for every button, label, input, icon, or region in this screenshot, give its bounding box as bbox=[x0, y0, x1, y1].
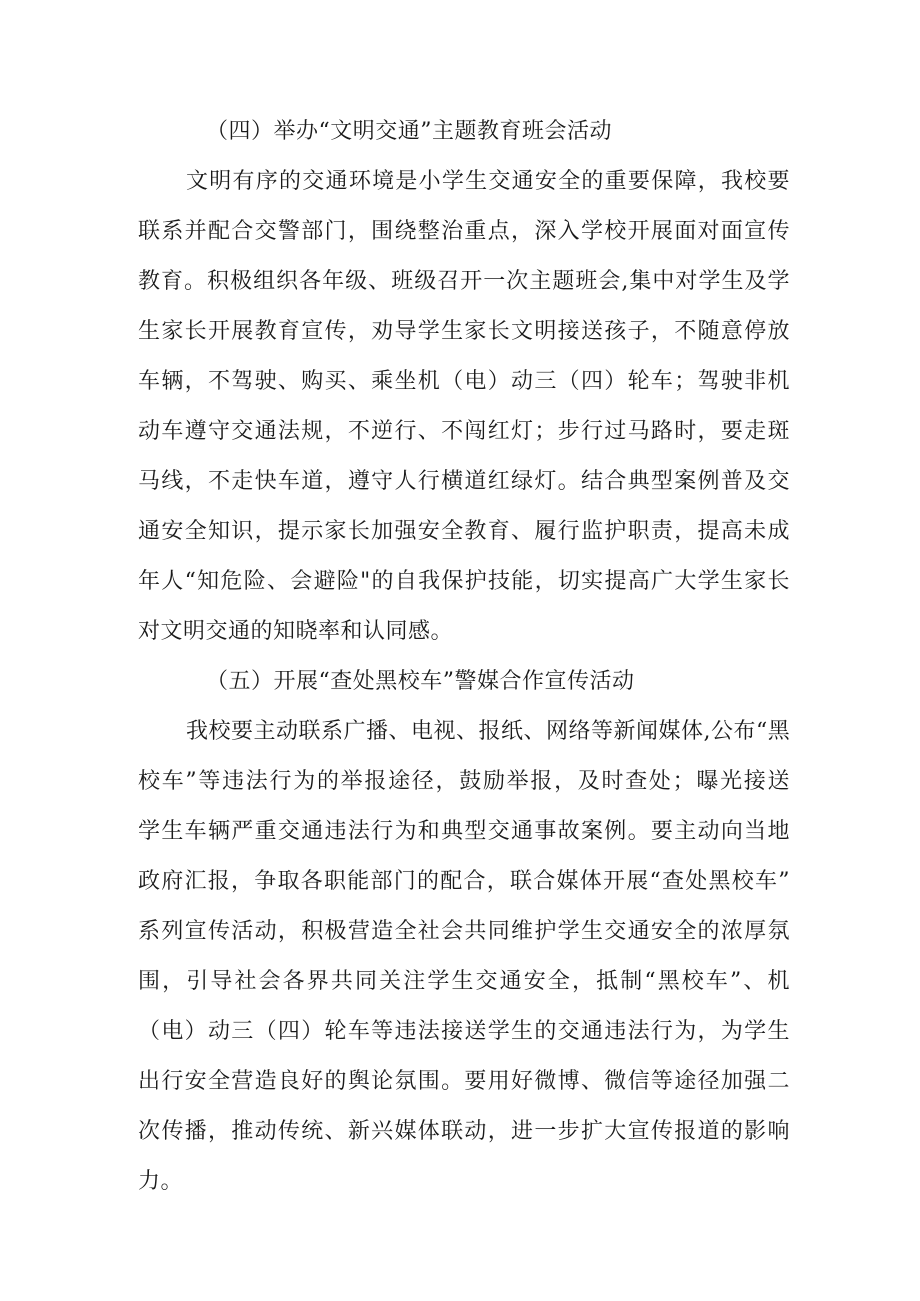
section-5-line-2: 校车”等违法行为的举报途径，鼓励举报，及时查处；曝光接送 bbox=[138, 769, 790, 794]
section-4-line-5: 车辆，不驾驶、购买、乘坐机（电）动三（四）轮车；驾驶非机 bbox=[138, 369, 790, 394]
section-4-line-2: 联系并配合交警部门，围绕整治重点，深入学校开展面对面宣传 bbox=[138, 219, 790, 244]
section-4-line-4: 生家长开展教育宣传，劝导学生家长文明接送孩子，不随意停放 bbox=[138, 319, 790, 344]
section-5-line-8: 出行安全营造良好的舆论氛围。要用好微博、微信等途径加强二 bbox=[138, 1069, 790, 1094]
section-4-heading: （四）举办“文明交通”主题教育班会活动 bbox=[206, 119, 612, 144]
section-5-line-3: 学生车辆严重交通违法行为和典型交通事故案例。要主动向当地 bbox=[138, 819, 790, 844]
section-5-line-6: 围，引导社会各界共同关注学生交通安全，抵制“黑校车”、机 bbox=[138, 969, 790, 994]
section-4-line-9: 年人“知危险、会避险"的自我保护技能，切实提高广大学生家长 bbox=[138, 569, 790, 594]
section-5-line-7: （电）动三（四）轮车等违法接送学生的交通违法行为，为学生 bbox=[138, 1019, 790, 1044]
section-5-line-5: 系列宣传活动，积极营造全社会共同维护学生交通安全的浓厚氛 bbox=[138, 919, 790, 944]
section-4-line-1: 文明有序的交通环境是小学生交通安全的重要保障，我校要 bbox=[186, 169, 790, 194]
section-5-line-1: 我校要主动联系广播、电视、报纸、网络等新闻媒体,公布“黑 bbox=[186, 719, 791, 744]
section-4-line-6: 动车遵守交通法规，不逆行、不闯红灯；步行过马路时，要走斑 bbox=[138, 419, 790, 444]
section-4-line-10: 对文明交通的知晓率和认同感。 bbox=[138, 619, 454, 644]
section-5-line-10: 力。 bbox=[138, 1169, 184, 1194]
section-5-line-9: 次传播，推动传统、新兴媒体联动，进一步扩大宣传报道的影响 bbox=[138, 1119, 790, 1144]
section-5-heading: （五）开展“查处黑校车”警媒合作宣传活动 bbox=[206, 669, 635, 694]
section-5-line-4: 政府汇报，争取各职能部门的配合，联合媒体开展“查处黑校车” bbox=[138, 869, 790, 894]
section-4-line-3: 教育。积极组织各年级、班级召开一次主题班会,集中对学生及学 bbox=[138, 269, 790, 294]
section-4-line-8: 通安全知识，提示家长加强安全教育、履行监护职责，提高未成 bbox=[138, 519, 790, 544]
section-4-line-7: 马线，不走快车道，遵守人行横道红绿灯。结合典型案例普及交 bbox=[138, 469, 790, 494]
